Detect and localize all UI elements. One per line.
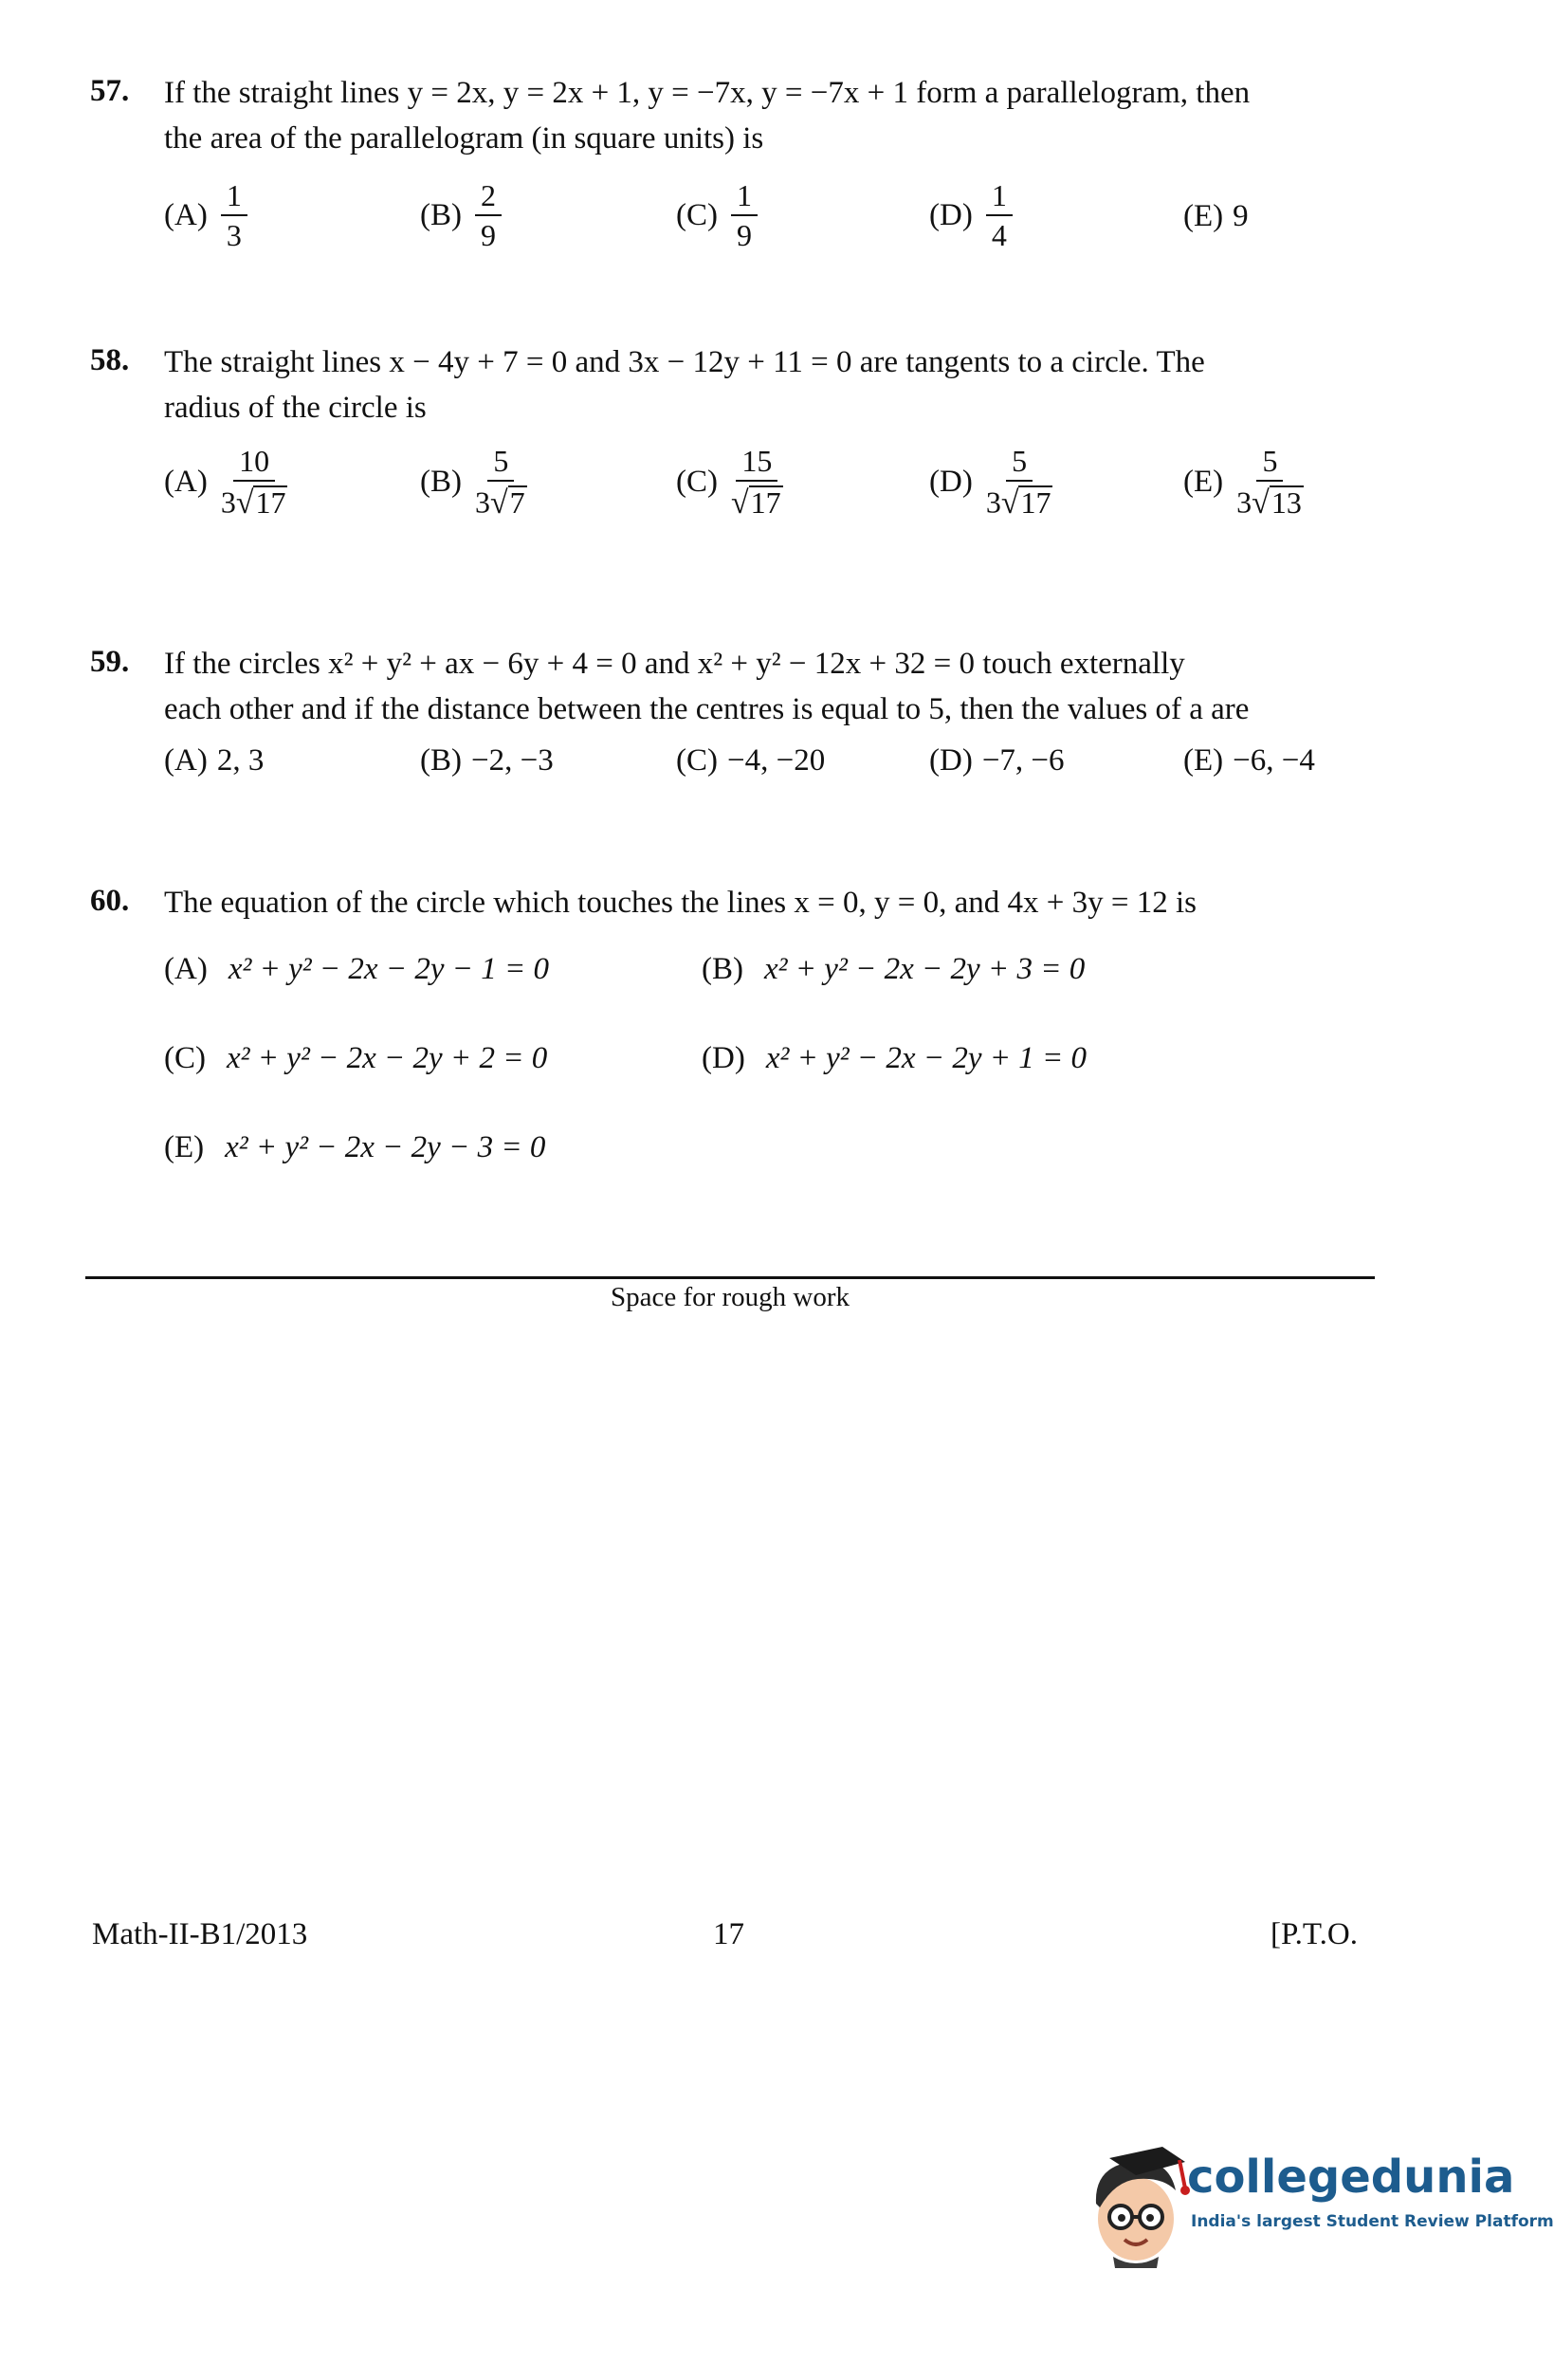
mascot-logo-icon: [1081, 2145, 1200, 2268]
question-number: 59.: [90, 645, 130, 679]
option-label: (B): [702, 952, 743, 986]
option-label: (C): [676, 465, 718, 500]
rough-work-label: Space for rough work: [610, 1282, 850, 1312]
answer-option: [164, 446, 287, 520]
option-label: (C): [676, 197, 718, 232]
question-text-line: The straight lines x − 4y + 7 = 0 and 3x − 12y + 11 = 0 are tangents to a circle. The: [164, 345, 1205, 379]
answer-option: [929, 180, 1013, 250]
option-value: −4, −20: [727, 743, 826, 778]
please-turn-over: [P.T.O.: [1271, 1917, 1358, 1951]
option-label: (D): [702, 1041, 745, 1075]
option-value: −7, −6: [981, 743, 1065, 778]
answer-option: [420, 743, 554, 778]
option-value: −6, −4: [1233, 743, 1315, 778]
fraction: [731, 180, 758, 250]
option-label: (D): [929, 197, 973, 232]
radical-sign-icon: √: [1252, 485, 1270, 521]
numerator: 5: [487, 446, 514, 482]
radicand: 7: [509, 485, 525, 520]
option-label: (B): [420, 743, 462, 778]
answer-option: [1183, 743, 1315, 778]
fraction: [986, 446, 1053, 520]
answer-option: [164, 743, 264, 778]
numerator: 5: [1256, 446, 1283, 482]
answer-option: [420, 180, 502, 250]
radical-sign-icon: √: [1000, 485, 1019, 521]
answer-option: [164, 1130, 545, 1165]
answer-option: [702, 1041, 1087, 1076]
denominator: 9: [737, 218, 752, 252]
denominator: [986, 482, 1053, 520]
question-text-line: If the circles x² + y² + ax − 6y + 4 = 0 and x² + y² − 12x + 32 = 0 touch externally: [164, 647, 1185, 681]
coefficient: 3: [475, 485, 490, 520]
square-root: [1252, 485, 1304, 520]
numerator: 1: [221, 180, 247, 216]
answer-option: [164, 952, 549, 987]
radical-sign-icon: √: [731, 485, 749, 521]
denominator: [475, 482, 527, 520]
numerator: 1: [986, 180, 1013, 216]
answer-option: [702, 952, 1085, 987]
fraction: [475, 446, 527, 520]
numerator: 5: [1006, 446, 1033, 482]
radical-sign-icon: √: [235, 485, 254, 521]
question-number: 60.: [90, 884, 130, 918]
answer-option: [164, 1041, 547, 1076]
coefficient: 3: [220, 485, 236, 520]
page-number: 17: [713, 1917, 744, 1951]
radicand: 17: [255, 485, 286, 520]
option-equation: x² + y² − 2x − 2y + 1 = 0: [765, 1041, 1088, 1075]
coefficient: 3: [1236, 485, 1252, 520]
question-text-line: the area of the parallelogram (in square units) is: [164, 121, 764, 156]
option-label: (E): [1183, 743, 1224, 778]
denominator: 4: [991, 218, 1007, 252]
question-text-line: The equation of the circle which touches the lines x = 0, y = 0, and 4x + 3y = 12 is: [164, 886, 1197, 920]
answer-option: [1183, 446, 1304, 520]
question-text-line: radius of the circle is: [164, 391, 427, 425]
square-root: [490, 485, 527, 520]
answer-option: [929, 743, 1065, 778]
fraction: [731, 446, 783, 520]
question-number: 57.: [90, 74, 130, 108]
option-equation: x² + y² − 2x − 2y + 3 = 0: [764, 952, 1086, 986]
answer-option: [676, 180, 758, 250]
square-root: [1001, 485, 1053, 520]
answer-option: [164, 180, 247, 250]
option-value: −2, −3: [471, 743, 554, 778]
denominator: [221, 482, 288, 520]
option-equation: x² + y² − 2x − 2y + 2 = 0: [227, 1041, 548, 1075]
denominator: 3: [226, 218, 242, 252]
option-value: 9: [1233, 199, 1249, 233]
option-label: (A): [164, 952, 208, 986]
answer-option: [929, 446, 1052, 520]
answer-option: [676, 743, 825, 778]
coefficient: 3: [985, 485, 1001, 520]
square-root: [731, 485, 783, 520]
option-label: (B): [420, 197, 462, 232]
fraction: [221, 446, 288, 520]
answer-option: [420, 446, 527, 520]
denominator: 9: [481, 218, 496, 252]
fraction: [1236, 446, 1304, 520]
denominator: [731, 482, 783, 520]
radical-sign-icon: √: [490, 485, 508, 521]
option-label: (C): [164, 1041, 206, 1075]
denominator: [1236, 482, 1304, 520]
question-text-line: each other and if the distance between the centres is equal to 5, then the values of a are: [164, 692, 1250, 726]
divider: [85, 1276, 1375, 1279]
option-label: (D): [929, 465, 973, 500]
option-label: (E): [164, 1130, 205, 1164]
answer-option: [676, 446, 783, 520]
option-label: (A): [164, 743, 208, 778]
option-value: 2, 3: [216, 743, 265, 778]
answer-option: [1183, 199, 1249, 234]
square-root: [236, 485, 288, 520]
fraction: [221, 180, 247, 250]
radicand: 17: [1020, 485, 1051, 520]
question-number: 58.: [90, 343, 130, 377]
option-label: (A): [164, 465, 208, 500]
fraction: [475, 180, 502, 250]
brand-tagline: India's largest Student Review Platform: [1191, 2212, 1554, 2231]
option-label: (E): [1183, 199, 1224, 233]
numerator: 15: [736, 446, 777, 482]
brand-name: collegedunia: [1187, 2151, 1515, 2204]
option-label: (E): [1183, 465, 1224, 500]
option-label: (A): [164, 197, 208, 232]
option-label: (D): [929, 743, 973, 778]
question-text-line: If the straight lines y = 2x, y = 2x + 1, y = −7x, y = −7x + 1 form a parallelogram, then: [164, 76, 1251, 110]
numerator: 2: [475, 180, 502, 216]
option-label: (B): [420, 465, 462, 500]
numerator: 1: [731, 180, 758, 216]
radicand: 17: [750, 485, 781, 520]
numerator: 10: [233, 446, 275, 482]
radicand: 13: [1271, 485, 1302, 520]
option-label: (C): [676, 743, 718, 778]
option-equation: x² + y² − 2x − 2y − 1 = 0: [228, 952, 550, 986]
fraction: [986, 180, 1013, 250]
option-equation: x² + y² − 2x − 2y − 3 = 0: [225, 1130, 546, 1164]
paper-code: Math-II-B1/2013: [92, 1917, 308, 1951]
